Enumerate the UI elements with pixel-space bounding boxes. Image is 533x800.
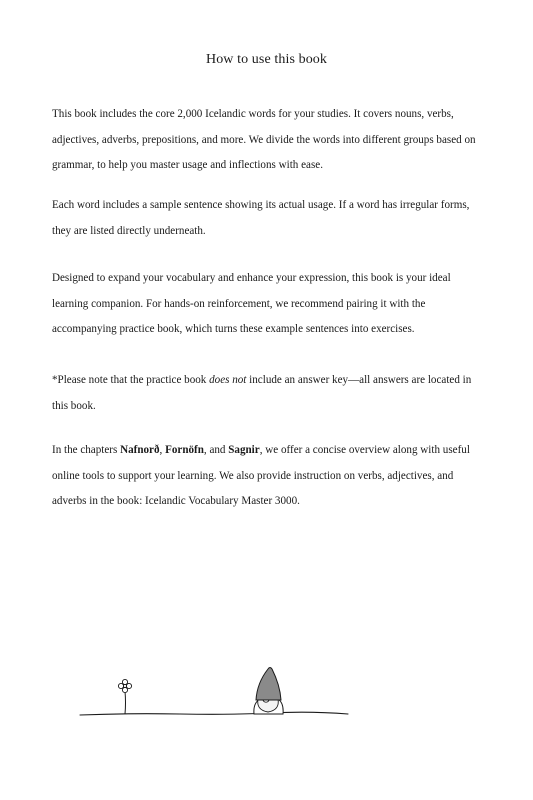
chapter-name-nafnord: Nafnorð <box>120 444 160 456</box>
gnome-icon <box>254 668 283 715</box>
paragraph-intro: This book includes the core 2,000 Icelandic words for your studies. It covers nouns, verbs, adjectives, adverbs, prepositions, and more. We divide the words into different groups based on grammar, to help you master usage and inflections with ease. <box>52 108 476 172</box>
ground-line <box>80 712 348 715</box>
paragraph-chapters <box>52 438 484 515</box>
gnome-illustration <box>70 655 350 725</box>
paragraph-practice-note <box>52 368 484 419</box>
flower-icon <box>118 679 131 714</box>
chapter-name-sagnir: Sagnir <box>228 444 260 456</box>
paragraph-vocabulary: Designed to expand your vocabulary and enhance your expression, this book is your ideal learning companion. For hands-on reinforcement, we recommend pairing it with the accompanying practice book, which turns these example sentences into exercises. <box>52 272 451 336</box>
chapters-intro: In the chapters <box>52 444 121 456</box>
chapters-rest: , we offer a concise overview along with useful online tools to support your learning. We also provide instruction on verbs, adjectives, and adverbs in the book: Icelandic Vocabulary Master 3000. <box>52 444 470 508</box>
note-text-after: include an answer key—all answers are located in this book. <box>52 374 472 412</box>
chapter-name-fornofn: Fornöfn <box>165 444 204 456</box>
chapters-separator: , and <box>203 444 229 456</box>
paragraph-sample-sentences: Each word includes a sample sentence showing its actual usage. If a word has irregular forms, they are listed directly underneath. <box>52 199 470 237</box>
page-title: How to use this book <box>206 52 327 67</box>
note-text-before: *Please note that the practice book <box>52 374 210 386</box>
chapters-separator: , <box>159 444 166 456</box>
note-emphasis: does not <box>209 374 247 386</box>
